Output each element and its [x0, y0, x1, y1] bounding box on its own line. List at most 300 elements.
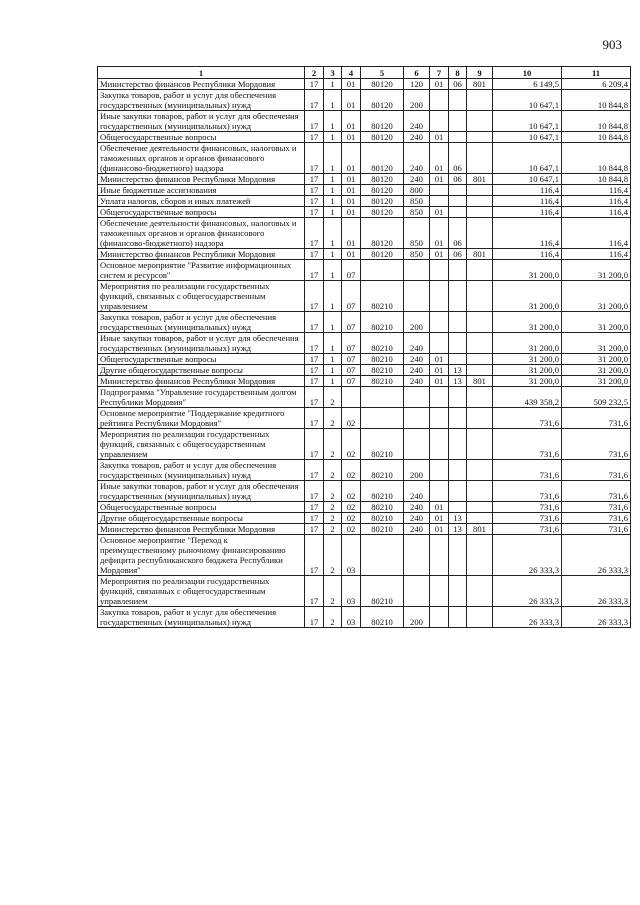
code-cell: 120 — [404, 79, 430, 90]
table-row — [98, 249, 631, 260]
amount-cell: 10 647,1 — [493, 132, 562, 143]
amount-cell: 31 200,0 — [493, 376, 562, 387]
code-cell: 17 — [305, 185, 324, 196]
row-name-cell: Иные закупки товаров, работ и услуг для обеспечения государственных (муниципальных) нужд — [98, 111, 305, 132]
row-name-cell: Другие общегосударственные вопросы — [98, 513, 305, 524]
code-cell — [404, 281, 430, 312]
code-cell — [430, 481, 449, 502]
code-cell: 01 — [342, 207, 361, 218]
table-row — [98, 207, 631, 218]
code-cell: 1 — [324, 218, 342, 249]
amount-cell: 10 647,1 — [493, 143, 562, 174]
amount-cell: 116,4 — [493, 218, 562, 249]
code-cell — [449, 576, 467, 607]
code-cell: 1 — [324, 185, 342, 196]
row-name-cell: Иные закупки товаров, работ и услуг для обеспечения государственных (муниципальных) нужд — [98, 333, 305, 354]
code-cell: 2 — [324, 460, 342, 481]
code-cell — [467, 132, 493, 143]
code-cell: 1 — [324, 132, 342, 143]
row-name-cell: Основное мероприятие "Развитие информационных систем и ресурсов" — [98, 260, 305, 281]
code-cell — [404, 408, 430, 429]
code-cell: 01 — [342, 174, 361, 185]
amount-cell: 116,4 — [562, 196, 631, 207]
row-name-cell: Общегосударственные вопросы — [98, 207, 305, 218]
code-cell: 1 — [324, 174, 342, 185]
code-cell — [404, 387, 430, 408]
amount-cell: 509 232,5 — [562, 387, 631, 408]
amount-cell: 731,6 — [493, 481, 562, 502]
code-cell: 80210 — [361, 502, 404, 513]
code-cell — [404, 429, 430, 460]
code-cell: 850 — [404, 207, 430, 218]
code-cell: 850 — [404, 249, 430, 260]
code-cell: 03 — [342, 607, 361, 628]
amount-cell: 10 844,8 — [562, 132, 631, 143]
code-cell: 80210 — [361, 607, 404, 628]
code-cell: 01 — [430, 524, 449, 535]
table-row — [98, 535, 631, 576]
code-cell: 240 — [404, 513, 430, 524]
amount-cell: 31 200,0 — [493, 312, 562, 333]
row-name-cell: Закупка товаров, работ и услуг для обеспечения государственных (муниципальных) нужд — [98, 90, 305, 111]
column-header: 9 — [467, 67, 493, 79]
amount-cell: 10 647,1 — [493, 111, 562, 132]
code-cell: 80120 — [361, 132, 404, 143]
code-cell — [467, 260, 493, 281]
code-cell: 02 — [342, 481, 361, 502]
table-row — [98, 143, 631, 174]
code-cell: 13 — [449, 376, 467, 387]
code-cell: 2 — [324, 607, 342, 628]
amount-cell: 116,4 — [562, 218, 631, 249]
code-cell: 80210 — [361, 524, 404, 535]
code-cell: 02 — [342, 502, 361, 513]
code-cell: 17 — [305, 260, 324, 281]
code-cell: 80210 — [361, 513, 404, 524]
code-cell — [449, 111, 467, 132]
row-name-cell: Общегосударственные вопросы — [98, 132, 305, 143]
code-cell: 01 — [342, 132, 361, 143]
amount-cell: 731,6 — [562, 481, 631, 502]
code-cell — [449, 408, 467, 429]
code-cell: 850 — [404, 196, 430, 207]
code-cell — [449, 481, 467, 502]
amount-cell: 31 200,0 — [562, 333, 631, 354]
code-cell: 240 — [404, 143, 430, 174]
code-cell — [430, 312, 449, 333]
code-cell — [404, 535, 430, 576]
table-row — [98, 354, 631, 365]
code-cell: 01 — [430, 365, 449, 376]
code-cell — [449, 333, 467, 354]
code-cell — [361, 408, 404, 429]
amount-cell: 10 647,1 — [493, 90, 562, 111]
code-cell: 01 — [430, 376, 449, 387]
code-cell: 2 — [324, 524, 342, 535]
code-cell: 800 — [404, 185, 430, 196]
code-cell: 200 — [404, 460, 430, 481]
table-row — [98, 333, 631, 354]
amount-cell: 31 200,0 — [562, 365, 631, 376]
code-cell: 01 — [430, 513, 449, 524]
table-row — [98, 365, 631, 376]
code-cell: 13 — [449, 524, 467, 535]
code-cell — [449, 260, 467, 281]
code-cell — [467, 576, 493, 607]
code-cell: 1 — [324, 260, 342, 281]
amount-cell: 731,6 — [493, 502, 562, 513]
code-cell: 17 — [305, 460, 324, 481]
amount-cell: 10 844,8 — [562, 111, 631, 132]
code-cell: 80210 — [361, 354, 404, 365]
code-cell: 02 — [342, 429, 361, 460]
table-row — [98, 460, 631, 481]
row-name-cell: Другие общегосударственные вопросы — [98, 365, 305, 376]
table-row — [98, 90, 631, 111]
amount-cell: 731,6 — [562, 513, 631, 524]
row-name-cell: Обеспечение деятельности финансовых, налоговых и таможенных органов и органов финансового (финансово-бюджетного) надзора — [98, 143, 305, 174]
code-cell: 01 — [430, 143, 449, 174]
code-cell — [467, 387, 493, 408]
amount-cell: 731,6 — [493, 429, 562, 460]
amount-cell: 26 333,3 — [493, 607, 562, 628]
code-cell: 06 — [449, 174, 467, 185]
code-cell — [449, 354, 467, 365]
code-cell: 17 — [305, 576, 324, 607]
code-cell: 17 — [305, 354, 324, 365]
code-cell: 17 — [305, 79, 324, 90]
amount-cell: 116,4 — [562, 207, 631, 218]
amount-cell: 731,6 — [562, 502, 631, 513]
code-cell — [449, 312, 467, 333]
amount-cell: 31 200,0 — [562, 260, 631, 281]
code-cell: 17 — [305, 90, 324, 111]
code-cell — [430, 260, 449, 281]
code-cell — [430, 576, 449, 607]
row-name-cell: Иные бюджетные ассигнования — [98, 185, 305, 196]
code-cell: 1 — [324, 312, 342, 333]
amount-cell: 731,6 — [562, 524, 631, 535]
row-name-cell: Министерство финансов Республики Мордовия — [98, 376, 305, 387]
amount-cell: 31 200,0 — [493, 354, 562, 365]
code-cell: 13 — [449, 365, 467, 376]
table-body — [98, 79, 631, 628]
code-cell: 17 — [305, 524, 324, 535]
code-cell: 80120 — [361, 111, 404, 132]
code-cell: 1 — [324, 79, 342, 90]
code-cell: 17 — [305, 376, 324, 387]
code-cell — [449, 90, 467, 111]
amount-cell: 731,6 — [493, 513, 562, 524]
code-cell: 01 — [342, 111, 361, 132]
code-cell — [430, 281, 449, 312]
row-name-cell: Основное мероприятие "Переход к преимущественному рыночному финансированию дефицита республиканского бюджета Республики Мордовия" — [98, 535, 305, 576]
amount-cell: 31 200,0 — [493, 365, 562, 376]
code-cell: 01 — [342, 249, 361, 260]
code-cell: 02 — [342, 524, 361, 535]
code-cell: 80120 — [361, 174, 404, 185]
code-cell — [467, 365, 493, 376]
code-cell: 80210 — [361, 481, 404, 502]
table-row — [98, 218, 631, 249]
code-cell: 850 — [404, 218, 430, 249]
code-cell — [467, 207, 493, 218]
table-row — [98, 79, 631, 90]
table-row — [98, 524, 631, 535]
code-cell: 801 — [467, 79, 493, 90]
code-cell: 801 — [467, 249, 493, 260]
code-cell: 2 — [324, 481, 342, 502]
code-cell — [430, 460, 449, 481]
column-header: 5 — [361, 67, 404, 79]
amount-cell: 26 333,3 — [562, 607, 631, 628]
code-cell: 1 — [324, 365, 342, 376]
code-cell: 240 — [404, 376, 430, 387]
code-cell — [467, 481, 493, 502]
table-row — [98, 408, 631, 429]
code-cell: 80120 — [361, 196, 404, 207]
code-cell: 80210 — [361, 333, 404, 354]
code-cell — [449, 502, 467, 513]
code-cell: 01 — [430, 354, 449, 365]
table-row — [98, 387, 631, 408]
code-cell: 13 — [449, 513, 467, 524]
amount-cell: 116,4 — [493, 196, 562, 207]
code-cell: 06 — [449, 218, 467, 249]
code-cell: 240 — [404, 354, 430, 365]
code-cell — [467, 429, 493, 460]
code-cell — [467, 513, 493, 524]
code-cell: 80210 — [361, 376, 404, 387]
amount-cell: 10 844,8 — [562, 90, 631, 111]
code-cell — [430, 90, 449, 111]
row-name-cell: Министерство финансов Республики Мордовия — [98, 174, 305, 185]
amount-cell: 26 333,3 — [562, 576, 631, 607]
amount-cell: 116,4 — [493, 249, 562, 260]
code-cell: 17 — [305, 502, 324, 513]
amount-cell: 731,6 — [493, 460, 562, 481]
code-cell: 01 — [430, 249, 449, 260]
column-header: 11 — [562, 67, 631, 79]
code-cell: 240 — [404, 333, 430, 354]
column-header: 8 — [449, 67, 467, 79]
code-cell — [467, 281, 493, 312]
table-row — [98, 174, 631, 185]
code-cell: 07 — [342, 281, 361, 312]
code-cell: 06 — [449, 249, 467, 260]
code-cell: 80210 — [361, 365, 404, 376]
code-cell: 801 — [467, 376, 493, 387]
table-row — [98, 607, 631, 628]
code-cell — [449, 132, 467, 143]
code-cell — [404, 260, 430, 281]
amount-cell: 31 200,0 — [562, 376, 631, 387]
code-cell: 17 — [305, 408, 324, 429]
code-cell: 80120 — [361, 90, 404, 111]
code-cell: 17 — [305, 218, 324, 249]
amount-cell: 116,4 — [562, 185, 631, 196]
code-cell: 1 — [324, 207, 342, 218]
amount-cell: 731,6 — [562, 460, 631, 481]
amount-cell: 6 209,4 — [562, 79, 631, 90]
table-row — [98, 185, 631, 196]
table-row — [98, 196, 631, 207]
code-cell: 80120 — [361, 143, 404, 174]
code-cell: 03 — [342, 535, 361, 576]
code-cell: 17 — [305, 196, 324, 207]
table-row — [98, 281, 631, 312]
code-cell — [430, 333, 449, 354]
code-cell: 17 — [305, 429, 324, 460]
table-row — [98, 481, 631, 502]
code-cell: 01 — [342, 196, 361, 207]
code-cell — [467, 185, 493, 196]
code-cell — [467, 607, 493, 628]
code-cell: 2 — [324, 408, 342, 429]
column-header: 4 — [342, 67, 361, 79]
code-cell: 80210 — [361, 281, 404, 312]
code-cell — [467, 312, 493, 333]
table-row — [98, 111, 631, 132]
code-cell: 200 — [404, 90, 430, 111]
amount-cell: 731,6 — [493, 524, 562, 535]
code-cell: 17 — [305, 387, 324, 408]
code-cell: 17 — [305, 174, 324, 185]
code-cell — [430, 535, 449, 576]
amount-cell: 31 200,0 — [562, 281, 631, 312]
code-cell: 80120 — [361, 185, 404, 196]
code-cell — [467, 196, 493, 207]
code-cell: 01 — [430, 502, 449, 513]
code-cell: 01 — [342, 218, 361, 249]
code-cell — [449, 207, 467, 218]
code-cell: 17 — [305, 132, 324, 143]
code-cell: 01 — [342, 185, 361, 196]
code-cell: 240 — [404, 365, 430, 376]
amount-cell: 26 333,3 — [493, 576, 562, 607]
row-name-cell: Уплата налогов, сборов и иных платежей — [98, 196, 305, 207]
code-cell — [449, 429, 467, 460]
code-cell — [449, 387, 467, 408]
row-name-cell: Закупка товаров, работ и услуг для обеспечения государственных (муниципальных) нужд — [98, 312, 305, 333]
code-cell: 1 — [324, 376, 342, 387]
code-cell — [430, 387, 449, 408]
table-row — [98, 502, 631, 513]
code-cell: 801 — [467, 524, 493, 535]
column-header: 6 — [404, 67, 430, 79]
amount-cell: 116,4 — [493, 207, 562, 218]
code-cell: 01 — [430, 174, 449, 185]
row-name-cell: Закупка товаров, работ и услуг для обеспечения государственных (муниципальных) нужд — [98, 460, 305, 481]
row-name-cell: Мероприятия по реализации государственных функций, связанных с общегосударственным управлением — [98, 281, 305, 312]
code-cell: 240 — [404, 132, 430, 143]
code-cell: 2 — [324, 387, 342, 408]
code-cell: 01 — [430, 132, 449, 143]
table-row — [98, 429, 631, 460]
row-name-cell: Общегосударственные вопросы — [98, 354, 305, 365]
column-header: 10 — [493, 67, 562, 79]
amount-cell: 31 200,0 — [493, 260, 562, 281]
code-cell: 01 — [342, 79, 361, 90]
code-cell: 03 — [342, 576, 361, 607]
code-cell: 1 — [324, 90, 342, 111]
row-name-cell: Закупка товаров, работ и услуг для обеспечения государственных (муниципальных) нужд — [98, 607, 305, 628]
amount-cell: 26 333,3 — [493, 535, 562, 576]
code-cell — [430, 429, 449, 460]
code-cell: 200 — [404, 312, 430, 333]
code-cell — [467, 354, 493, 365]
code-cell: 17 — [305, 333, 324, 354]
code-cell — [467, 535, 493, 576]
code-cell: 01 — [430, 207, 449, 218]
code-cell: 2 — [324, 576, 342, 607]
code-cell: 80120 — [361, 79, 404, 90]
code-cell — [430, 111, 449, 132]
amount-cell: 116,4 — [493, 185, 562, 196]
code-cell — [467, 333, 493, 354]
code-cell: 17 — [305, 249, 324, 260]
table-row — [98, 132, 631, 143]
amount-cell: 10 647,1 — [493, 174, 562, 185]
code-cell: 1 — [324, 111, 342, 132]
code-cell — [467, 460, 493, 481]
amount-cell: 731,6 — [562, 429, 631, 460]
row-name-cell: Министерство финансов Республики Мордовия — [98, 249, 305, 260]
code-cell — [467, 408, 493, 429]
code-cell: 07 — [342, 354, 361, 365]
amount-cell: 10 844,8 — [562, 143, 631, 174]
code-cell: 17 — [305, 143, 324, 174]
code-cell — [449, 196, 467, 207]
code-cell — [430, 185, 449, 196]
table-row — [98, 312, 631, 333]
row-name-cell: Подпрограмма "Управление государственным долгом Республики Мордовия" — [98, 387, 305, 408]
amount-cell: 116,4 — [562, 249, 631, 260]
code-cell: 1 — [324, 249, 342, 260]
code-cell: 240 — [404, 174, 430, 185]
code-cell: 02 — [342, 408, 361, 429]
code-cell: 02 — [342, 513, 361, 524]
code-cell: 17 — [305, 365, 324, 376]
table-row — [98, 376, 631, 387]
code-cell: 240 — [404, 502, 430, 513]
code-cell: 06 — [449, 143, 467, 174]
code-cell — [467, 502, 493, 513]
code-cell: 17 — [305, 111, 324, 132]
code-cell — [467, 218, 493, 249]
code-cell — [449, 185, 467, 196]
code-cell: 80210 — [361, 460, 404, 481]
code-cell: 2 — [324, 535, 342, 576]
code-cell — [449, 281, 467, 312]
amount-cell: 6 149,5 — [493, 79, 562, 90]
code-cell: 80120 — [361, 218, 404, 249]
code-cell: 17 — [305, 513, 324, 524]
row-name-cell: Общегосударственные вопросы — [98, 502, 305, 513]
amount-cell: 10 844,8 — [562, 174, 631, 185]
amount-cell: 26 333,3 — [562, 535, 631, 576]
code-cell: 240 — [404, 111, 430, 132]
code-cell: 01 — [342, 90, 361, 111]
code-cell: 1 — [324, 333, 342, 354]
code-cell: 06 — [449, 79, 467, 90]
code-cell: 17 — [305, 481, 324, 502]
amount-cell: 31 200,0 — [493, 281, 562, 312]
code-cell — [404, 576, 430, 607]
table-row — [98, 260, 631, 281]
amount-cell: 31 200,0 — [493, 333, 562, 354]
code-cell — [449, 607, 467, 628]
